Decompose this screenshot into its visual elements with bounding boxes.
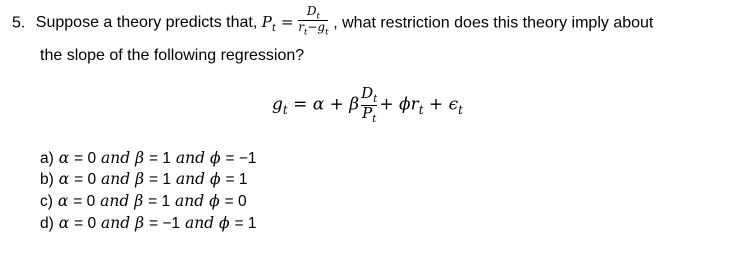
- question-text-before: Suppose a theory predicts that,: [35, 14, 258, 32]
- question-text-after: , what restriction does this theory imply about: [333, 14, 654, 32]
- alpha-value: = 0: [74, 150, 97, 167]
- beta-symbol: and β: [96, 149, 149, 167]
- phi-value: = 0: [224, 193, 247, 210]
- alpha-symbol: α: [53, 170, 75, 188]
- beta-symbol: and β: [95, 192, 149, 210]
- regression-fraction: $\frac{D_t}{P_t}$: [361, 84, 378, 125]
- alpha-symbol: α: [52, 192, 74, 210]
- answer-option: [40, 216, 257, 232]
- option-label: b): [40, 171, 54, 188]
- question-line-1: [12, 4, 654, 37]
- phi-symbol: and ϕ: [170, 192, 225, 210]
- option-label: c): [40, 193, 53, 210]
- phi-symbol: and ϕ: [170, 149, 226, 167]
- option-label: d): [40, 215, 54, 232]
- phi-value: = 1: [234, 215, 257, 232]
- answer-option: [40, 194, 247, 210]
- phi-symbol: and ϕ: [170, 170, 226, 188]
- alpha-value: = 0: [74, 215, 97, 232]
- phi-value: = −1: [225, 150, 257, 167]
- beta-symbol: and β: [96, 170, 149, 188]
- inline-fraction: $\frac{D_t}{r_t-g_t}$: [298, 4, 329, 37]
- phi-symbol: and ϕ: [180, 214, 235, 232]
- alpha-value: = 0: [74, 171, 97, 188]
- beta-value: = 1: [149, 150, 171, 167]
- beta-symbol: and β: [96, 214, 149, 232]
- inline-formula: $P_t$ = $\frac{D_t}{r_t-g_t}$: [261, 4, 329, 37]
- beta-value: = −1: [149, 215, 181, 232]
- regression-equation: $g_t = \alpha + \beta$ $\frac{D_t}{P_t}$ + $\phi r_t + \epsilon_t$: [272, 84, 463, 125]
- question-text-line2: the slope of the following regression?: [40, 47, 305, 64]
- alpha-symbol: α: [53, 214, 75, 232]
- alpha-symbol: α: [53, 149, 75, 167]
- question-number: 5.: [12, 14, 26, 32]
- phi-value: = 1: [225, 171, 248, 188]
- answer-option: [40, 151, 257, 167]
- answer-option: [40, 172, 247, 188]
- alpha-value: = 0: [73, 193, 96, 210]
- option-label: a): [40, 150, 54, 167]
- beta-value: = 1: [148, 193, 171, 210]
- beta-value: = 1: [149, 171, 171, 188]
- question-line-2: [40, 48, 304, 64]
